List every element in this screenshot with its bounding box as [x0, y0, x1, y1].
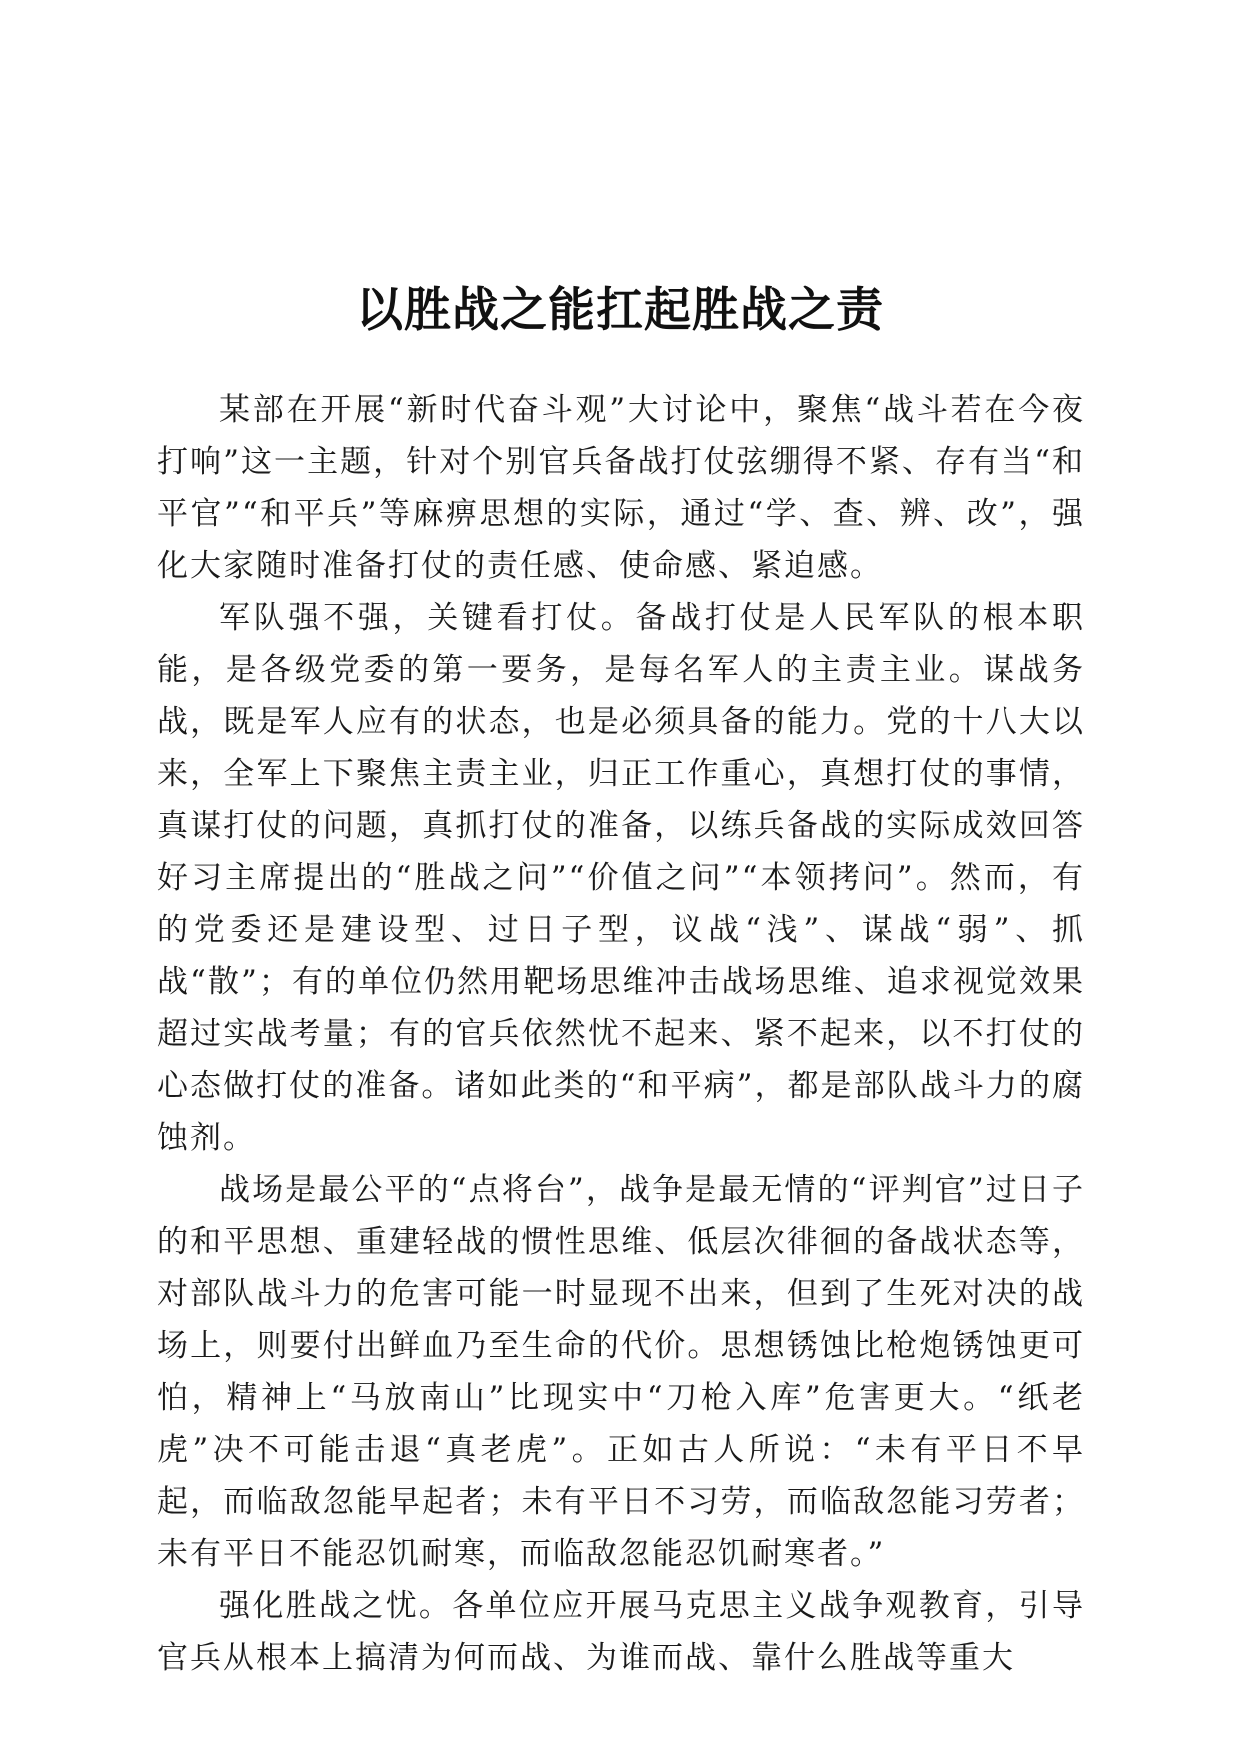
paragraph: 强化胜战之忧。各单位应开展马克思主义战争观教育，引导官兵从根本上搞清为何而战、为谁而战、靠什么胜战等重大	[157, 1588, 1085, 1676]
paragraph: 军队强不强，关键看打仗。备战打仗是人民军队的根本职能，是各级党委的第一要务，是每名军人的主责主业。谋战务战，既是军人应有的状态，也是必须具备的能力。党的十八大以来，全军上下聚焦主责主业，归正工作重心，真想打仗的事情，真谋打仗的问题，真抓打仗的准备，以练兵备战的实际成效回答好习主席提出的“胜战之问”“价值之问”“本领拷问”。然而，有的党委还是建设型、过日子型，议战“浅”、谋战“弱”、抓战“散”；有的单位仍然用靶场思维冲击战场思维、追求视觉效果超过实战考量；有的官兵依然忧不起来、紧不起来，以不打仗的心态做打仗的准备。诸如此类的“和平病”，都是部队战斗力的腐蚀剂。	[157, 600, 1085, 1156]
paragraph: 某部在开展“新时代奋斗观”大讨论中，聚焦“战斗若在今夜打响”这一主题，针对个别官兵备战打仗弦绷得不紧、存有当“和平官”“和平兵”等麻痹思想的实际，通过“学、查、辨、改”，强化大家随时准备打仗的责任感、使命感、紧迫感。	[157, 392, 1085, 584]
document-title: 以胜战之能扛起胜战之责	[356, 283, 884, 339]
document-body	[157, 384, 1085, 1684]
paragraph: 战场是最公平的“点将台”，战争是最无情的“评判官”过日子的和平思想、重建轻战的惯性思维、低层次徘徊的备战状态等，对部队战斗力的危害可能一时显现不出来，但到了生死对决的战场上，则要付出鲜血乃至生命的代价。思想锈蚀比枪炮锈蚀更可怕，精神上“马放南山”比现实中“刀枪入库”危害更大。“纸老虎”决不可能击退“真老虎”。正如古人所说：“未有平日不早起，而临敌忽能早起者；未有平日不习劳，而临敌忽能习劳者；未有平日不能忍饥耐寒，而临敌忽能忍饥耐寒者。”	[157, 1172, 1085, 1572]
